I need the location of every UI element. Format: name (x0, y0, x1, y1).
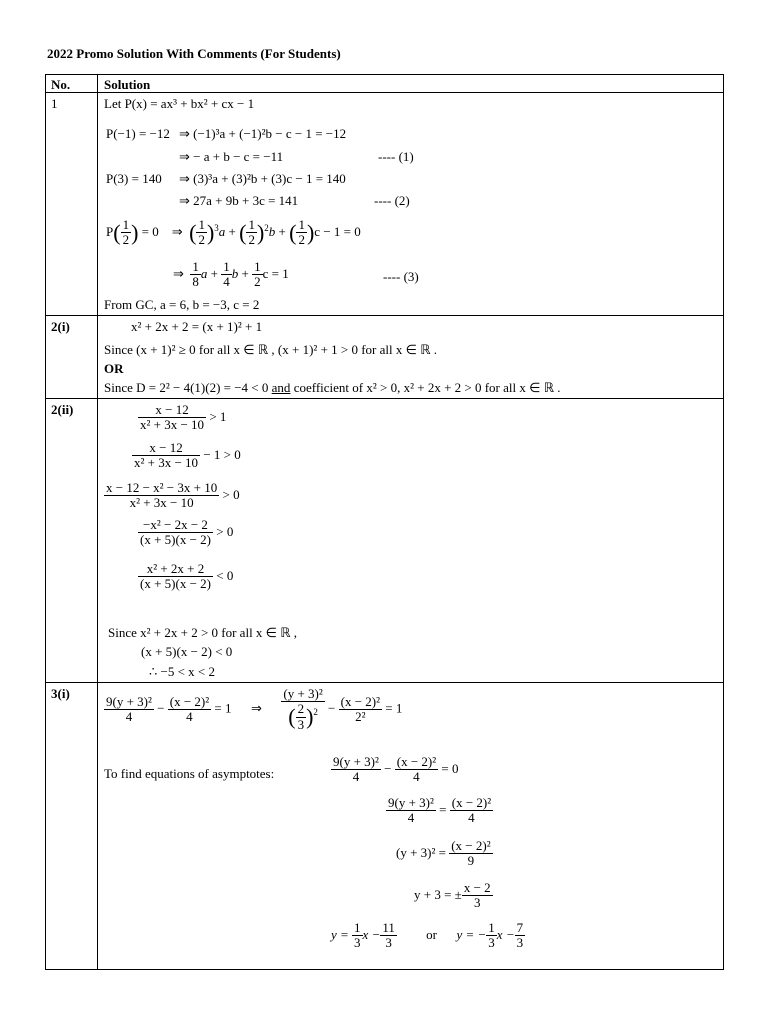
y1: y = (331, 926, 349, 942)
paren: ) (306, 219, 315, 245)
header-divider (46, 92, 723, 93)
num: 1 (122, 217, 130, 232)
minus: − (328, 700, 336, 716)
frac (449, 839, 492, 869)
den: 4 (125, 708, 133, 724)
plus: + (228, 223, 236, 239)
exp: 2 (313, 707, 318, 718)
den: (x + 5)(x − 2) (140, 532, 211, 548)
q1-p-minus1-lhs: P(−1) = −12 (106, 126, 170, 141)
header-no: No. (51, 77, 71, 92)
q2ii-step2 (132, 441, 241, 471)
question-number-1: 1 (51, 96, 58, 111)
paren: ( (239, 219, 247, 245)
den: 3 (354, 935, 361, 951)
frac (138, 518, 213, 548)
eq: = (439, 801, 447, 817)
frac (515, 921, 526, 951)
den: 2² (355, 708, 366, 724)
num: 9(y + 3)² (106, 693, 152, 709)
q2i-line1: x² + 2x + 2 = (x + 1)² + 1 (131, 319, 263, 334)
num: 9(y + 3)² (388, 795, 434, 810)
header-solution: Solution (104, 77, 151, 92)
minus: − (157, 700, 165, 716)
frac (386, 796, 436, 826)
var-a: a (200, 265, 208, 281)
num: 1 (198, 217, 205, 232)
den (281, 702, 324, 732)
paren: ( (289, 219, 297, 245)
frac (450, 796, 493, 826)
q2ii-ineq: (x + 5)(x − 2) < 0 (141, 644, 233, 659)
q3i-asym-step4 (414, 881, 493, 911)
frac (339, 695, 382, 725)
den: 8 (192, 274, 199, 290)
mid: x − (362, 926, 381, 942)
var-b: b (268, 223, 276, 239)
den: x² + 3x − 10 (140, 417, 205, 433)
q2i-line2: Since (x + 1)² ≥ 0 for all x ∈ ℝ , (x + 1)² + 1 > 0 for all x ∈ ℝ . (104, 342, 437, 357)
num: 1 (298, 217, 305, 232)
q2i-line3-a: Since D = 2² − 4(1)(2) = −4 < 0 (104, 380, 272, 395)
frac (395, 755, 438, 785)
den: 2 (198, 232, 205, 248)
num: 9(y + 3)² (333, 754, 379, 769)
num: −x² − 2x − 2 (138, 518, 213, 533)
num: 7 (516, 920, 524, 935)
eq: = 1 (385, 700, 403, 716)
den: 3 (488, 935, 495, 951)
q1-eq1: ⇒ − a + b − c = −11 (179, 149, 284, 164)
var-b: b (231, 265, 239, 281)
den: 3 (297, 716, 305, 732)
exp: 3 (214, 222, 219, 233)
var-a: a (218, 223, 226, 239)
solution-table (45, 74, 724, 970)
eq: = 0 (441, 760, 459, 776)
frac (246, 218, 257, 248)
q2i-or: OR (104, 361, 124, 376)
den: (x + 5)(x − 2) (140, 576, 211, 592)
plus: + (210, 265, 218, 281)
frac (132, 441, 200, 471)
paren: ) (256, 219, 265, 245)
frac (462, 881, 493, 911)
frac (380, 921, 397, 951)
num: 1 (192, 259, 199, 274)
frac (281, 687, 324, 732)
den: 2 (254, 274, 261, 290)
lhs: y + 3 = ± (414, 886, 462, 902)
document-title: 2022 Promo Solution With Comments (For Students) (47, 46, 341, 61)
frac (352, 921, 363, 951)
num: (x − 2)² (340, 693, 380, 709)
den: 4 (352, 769, 360, 785)
den: 4 (223, 274, 230, 290)
q3i-eq-line (104, 687, 402, 732)
paren: ) (306, 704, 314, 730)
num: x − 12 (132, 441, 200, 456)
den: 2 (298, 232, 305, 248)
q1-eq3-line (173, 260, 289, 290)
q1-p3-lhs: P(3) = 140 (106, 171, 162, 186)
num: x − 12 (138, 403, 206, 418)
lhs: (y + 3)² = (396, 844, 446, 860)
q3i-asym-step1 (331, 755, 458, 785)
q1-eq3-tag: ---- (3) (383, 269, 419, 284)
paren: ( (113, 219, 121, 245)
frac (331, 755, 381, 785)
den: x² + 3x − 10 (134, 455, 199, 471)
num: (x − 2)² (451, 795, 492, 810)
q1-gc-line: From GC, a = 6, b = −3, c = 2 (104, 297, 260, 312)
q2ii-step1 (138, 403, 226, 433)
tail: < 0 (216, 567, 234, 583)
q1-eq2: ⇒ 27a + 9b + 3c = 141 (179, 193, 299, 208)
q1-phalf-eq0: = 0 (141, 223, 159, 239)
arrow: ⇒ (250, 700, 262, 716)
den: 9 (467, 853, 475, 869)
den: x² + 3x − 10 (129, 495, 194, 511)
den: 4 (407, 810, 415, 826)
q1-eq1-tag: ---- (1) (378, 149, 414, 164)
exp: 2 (264, 222, 269, 233)
num: x² + 2x + 2 (138, 562, 213, 577)
den: 2 (122, 232, 130, 248)
q1-phalf-frac (121, 218, 132, 248)
num: 1 (248, 217, 255, 232)
eq: = 1 (214, 700, 232, 716)
paren: ) (206, 219, 215, 245)
paren: ( (288, 704, 296, 730)
q1-p3-rhs: ⇒ (3)³a + (3)²b + (3)c − 1 = 140 (179, 171, 346, 186)
plus: + (278, 223, 286, 239)
den: 3 (473, 895, 481, 911)
num: 1 (354, 920, 361, 935)
num: 1 (488, 920, 495, 935)
mid: x − (496, 926, 515, 942)
or: or (426, 926, 437, 942)
frac (196, 218, 207, 248)
tail: > 0 (222, 486, 240, 502)
num: 11 (382, 920, 395, 935)
arrow: ⇒ (171, 223, 183, 239)
num: 1 (254, 259, 261, 274)
frac (168, 695, 211, 725)
frac (296, 702, 307, 732)
tail: > 1 (209, 408, 227, 424)
q3i-asym-step3 (396, 839, 493, 869)
question-number-2i: 2(i) (51, 319, 70, 334)
q1-phalf-line (106, 218, 361, 248)
frac (138, 403, 206, 433)
frac (190, 260, 201, 290)
den: 3 (385, 935, 392, 951)
den: 3 (516, 935, 524, 951)
row-divider-q3i (46, 682, 723, 683)
minus: − (384, 760, 392, 776)
frac (138, 562, 213, 592)
q1-eq3-tail: c = 1 (262, 265, 289, 281)
q2ii-step5 (138, 562, 233, 592)
paren: ) (131, 219, 139, 245)
num: 2 (297, 701, 305, 717)
q2ii-result: ∴ −5 < x < 2 (149, 664, 216, 679)
q2i-line3-and: and (271, 380, 291, 395)
q3i-final (331, 921, 525, 951)
num: x − 12 − x² − 3x + 10 (106, 480, 218, 495)
num: (x − 2)² (169, 693, 210, 709)
den: 2 (248, 232, 255, 248)
frac (104, 695, 154, 725)
frac (486, 921, 497, 951)
q1-let-line: Let P(x) = ax³ + bx² + cx − 1 (104, 96, 255, 111)
q2ii-since: Since x² + 2x + 2 > 0 for all x ∈ ℝ , (108, 625, 298, 640)
y2: y = − (456, 926, 487, 942)
q2ii-step4 (138, 518, 233, 548)
frac (104, 481, 219, 511)
frac (296, 218, 307, 248)
frac (221, 260, 232, 290)
q1-phalf-p: P (106, 223, 114, 239)
q1-p-minus1-rhs: ⇒ (−1)³a + (−1)²b − c − 1 = −12 (179, 126, 347, 141)
column-divider (97, 75, 98, 969)
tail: > 0 (216, 523, 234, 539)
row-divider-q2i (46, 315, 723, 316)
num: (x − 2)² (451, 838, 491, 853)
q2ii-step3 (104, 481, 240, 511)
num: x − 2 (463, 880, 491, 895)
q1-phalf-tail: c − 1 = 0 (314, 223, 361, 239)
paren: ( (189, 219, 197, 245)
num: (y + 3)² (283, 686, 323, 701)
den: 4 (413, 769, 420, 785)
row-divider-q2ii (46, 398, 723, 399)
q3i-asym-label: To find equations of asymptotes: (104, 766, 275, 781)
num: 1 (223, 259, 230, 274)
den: 4 (468, 810, 475, 826)
q2i-line3-b: coefficient of x² > 0, x² + 2x + 2 > 0 for all x ∈ ℝ . (290, 380, 561, 395)
q3i-asym-step2 (386, 796, 493, 826)
q1-eq2-tag: ---- (2) (374, 193, 410, 208)
question-number-3i: 3(i) (51, 686, 70, 701)
question-number-2ii: 2(ii) (51, 402, 74, 417)
num: (x − 2)² (396, 754, 437, 769)
arrow: ⇒ (173, 265, 184, 281)
frac (252, 260, 263, 290)
plus: + (241, 265, 249, 281)
den: 4 (186, 708, 193, 724)
tail: − 1 > 0 (203, 446, 241, 462)
q2i-line3 (104, 381, 561, 394)
